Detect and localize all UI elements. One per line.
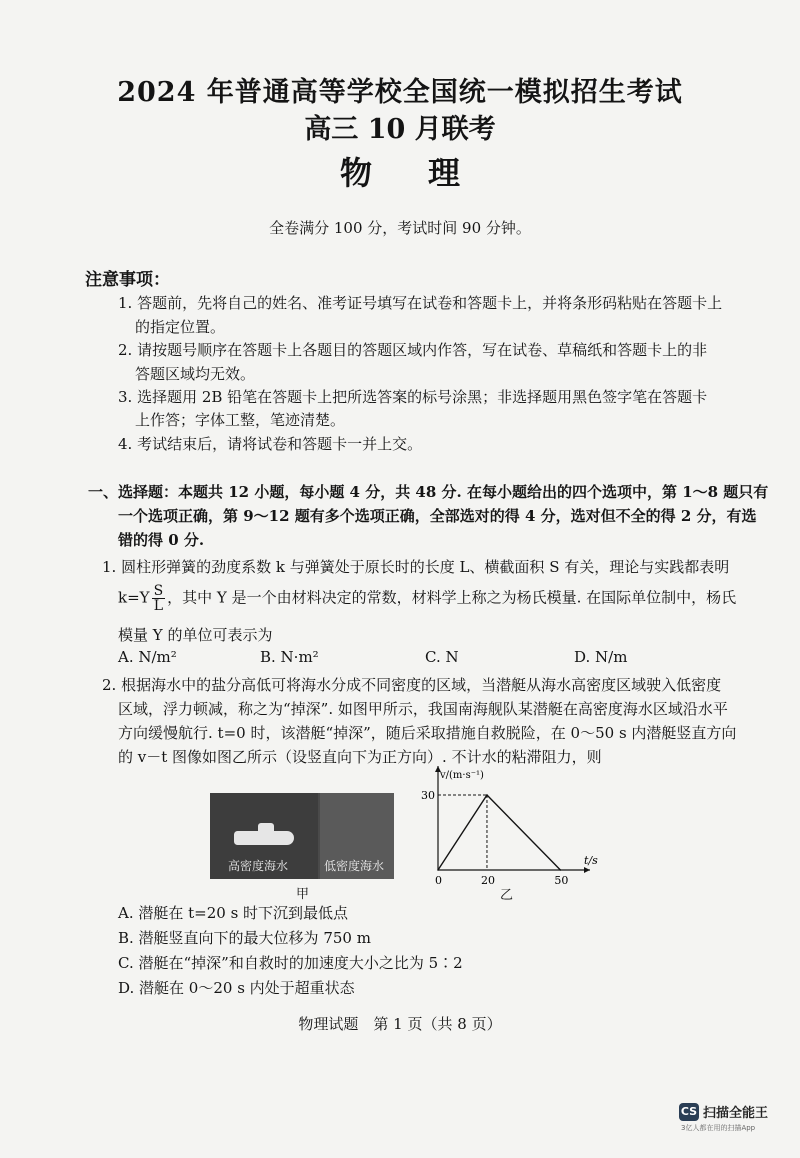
q2-stem: 2. 根据海水中的盐分高低可将海水分成不同密度的区域，当潜艇从海水高密度区域驶入低密度 <box>102 676 722 694</box>
x-axis-label: t/s <box>584 854 598 867</box>
data-point <box>486 794 488 796</box>
q1-option-d: D. N/m <box>574 648 628 666</box>
notice-line: 1. 答题前，先将自己的姓名、准考证号填写在试卷和答题卡上，并将条形码粘贴在答题卡上 <box>118 294 723 312</box>
subject-title <box>0 148 800 194</box>
data-point <box>437 869 439 871</box>
watermark-sub: 3亿人都在用的扫描App <box>681 1124 756 1132</box>
q2-option-d: D. 潜艇在 0～20 s 内处于超重状态 <box>118 979 355 997</box>
camscanner-logo-icon: CS <box>679 1103 699 1121</box>
q2-option-a: A. 潜艇在 t=20 s 时下沉到最低点 <box>118 904 349 922</box>
figure-caption-yi: 乙 <box>500 888 514 903</box>
submarine-icon <box>234 831 294 845</box>
q1-frac-den: L <box>153 598 163 614</box>
x-tick-label: 20 <box>480 874 495 887</box>
section-heading: 一、选择题：本题共 12 小题，每小题 4 分，共 48 分. 在每小题给出的四个选项中，第 1～8 题只有 <box>88 483 769 501</box>
q1-line2-rest: ，其中 Y 是一个由材料决定的常数，材料学上称之为杨氏模量. 在国际单位制中，杨氏 <box>167 588 737 607</box>
y-axis-label: v/(m·s⁻¹) <box>440 770 484 781</box>
section-heading-cont: 错的得 0 分. <box>118 531 205 549</box>
x-axis-arrow-icon <box>584 867 590 873</box>
q1-option-c: C. N <box>425 648 459 666</box>
watermark-name: 扫描全能王 <box>703 1106 769 1121</box>
q1-stem: 1. 圆柱形弹簧的劲度系数 k 与弹簧处于原长时的长度 L、横截面积 S 有关，理论与实践都表明 <box>102 558 730 576</box>
score-line: 全卷满分 100 分，考试时间 90 分钟。 <box>269 219 531 237</box>
q2-stem: 的 v－t 图像如图乙所示（设竖直向下为正方向）. 不计水的粘滞阻力，则 <box>118 748 602 766</box>
x-tick-label: 0 <box>435 874 442 887</box>
scanner-watermark <box>679 1101 769 1132</box>
notice-line: 2. 请按题号顺序在答题卡上各题目的答题区域内作答，写在试卷、草稿纸和答题卡上的非 <box>118 341 708 359</box>
notice-line: 4. 考试结束后，请将试卷和答题卡一并上交。 <box>118 435 423 453</box>
figure-caption-jia: 甲 <box>296 887 310 902</box>
x-tick-label: 50 <box>554 874 569 887</box>
q2-stem: 区域，浮力顿减，称之为“掉深”. 如图甲所示，我国南海舰队某潜艇在高密度海水区域沿水平 <box>118 700 728 718</box>
q1-option-a: A. N/m² <box>118 648 177 666</box>
q1-formula-lhs: k=Y <box>118 588 150 607</box>
notice-heading: 注意事项： <box>85 270 170 290</box>
exam-title: 2024 年普通高等学校全国统一模拟招生考试 <box>117 77 683 108</box>
q2-option-b: B. 潜艇竖直向下的最大位移为 750 m <box>118 929 371 947</box>
high-density-label: 高密度海水 <box>228 859 289 873</box>
data-point <box>560 869 562 871</box>
notice-line: 的指定位置。 <box>135 318 226 336</box>
subject-char-2: 理 <box>428 154 461 192</box>
y-tick-label: 30 <box>421 789 435 802</box>
vt-chart <box>418 770 598 895</box>
subject-char-1: 物 <box>339 154 372 192</box>
notice-line: 上作答；字体工整，笔迹清楚。 <box>135 411 346 429</box>
q1-fraction <box>152 584 166 613</box>
low-density-label: 低密度海水 <box>324 859 385 873</box>
section-heading-cont: 一个选项正确，第 9～12 题有多个选项正确，全部选对的得 4 分，选对但不全的得 2 分，有选 <box>118 507 757 525</box>
notice-line: 3. 选择题用 2B 铅笔在答题卡上把所选答案的标号涂黑；非选择题用黑色签字笔在答题卡 <box>118 388 708 406</box>
series-line <box>438 795 560 870</box>
notice-line: 答题区域均无效。 <box>135 365 256 383</box>
page-footer: 物理试题 第 1 页（共 8 页） <box>298 1015 502 1033</box>
q1-formula-line <box>118 584 736 613</box>
submarine-figure <box>210 793 394 879</box>
exam-subtitle: 高三 10 月联考 <box>304 114 496 145</box>
q2-stem: 方向缓慢航行. t=0 时，该潜艇“掉深”，随后采取措施自救脱险，在 0～50 s 内潜艇竖直方向 <box>118 724 737 742</box>
q2-option-c: C. 潜艇在“掉深”和自救时的加速度大小之比为 5∶2 <box>118 954 463 972</box>
q1-frac-num: S <box>153 583 164 599</box>
q1-stem-end: 模量 Y 的单位可表示为 <box>118 626 273 644</box>
q1-option-b: B. N·m² <box>260 648 319 666</box>
